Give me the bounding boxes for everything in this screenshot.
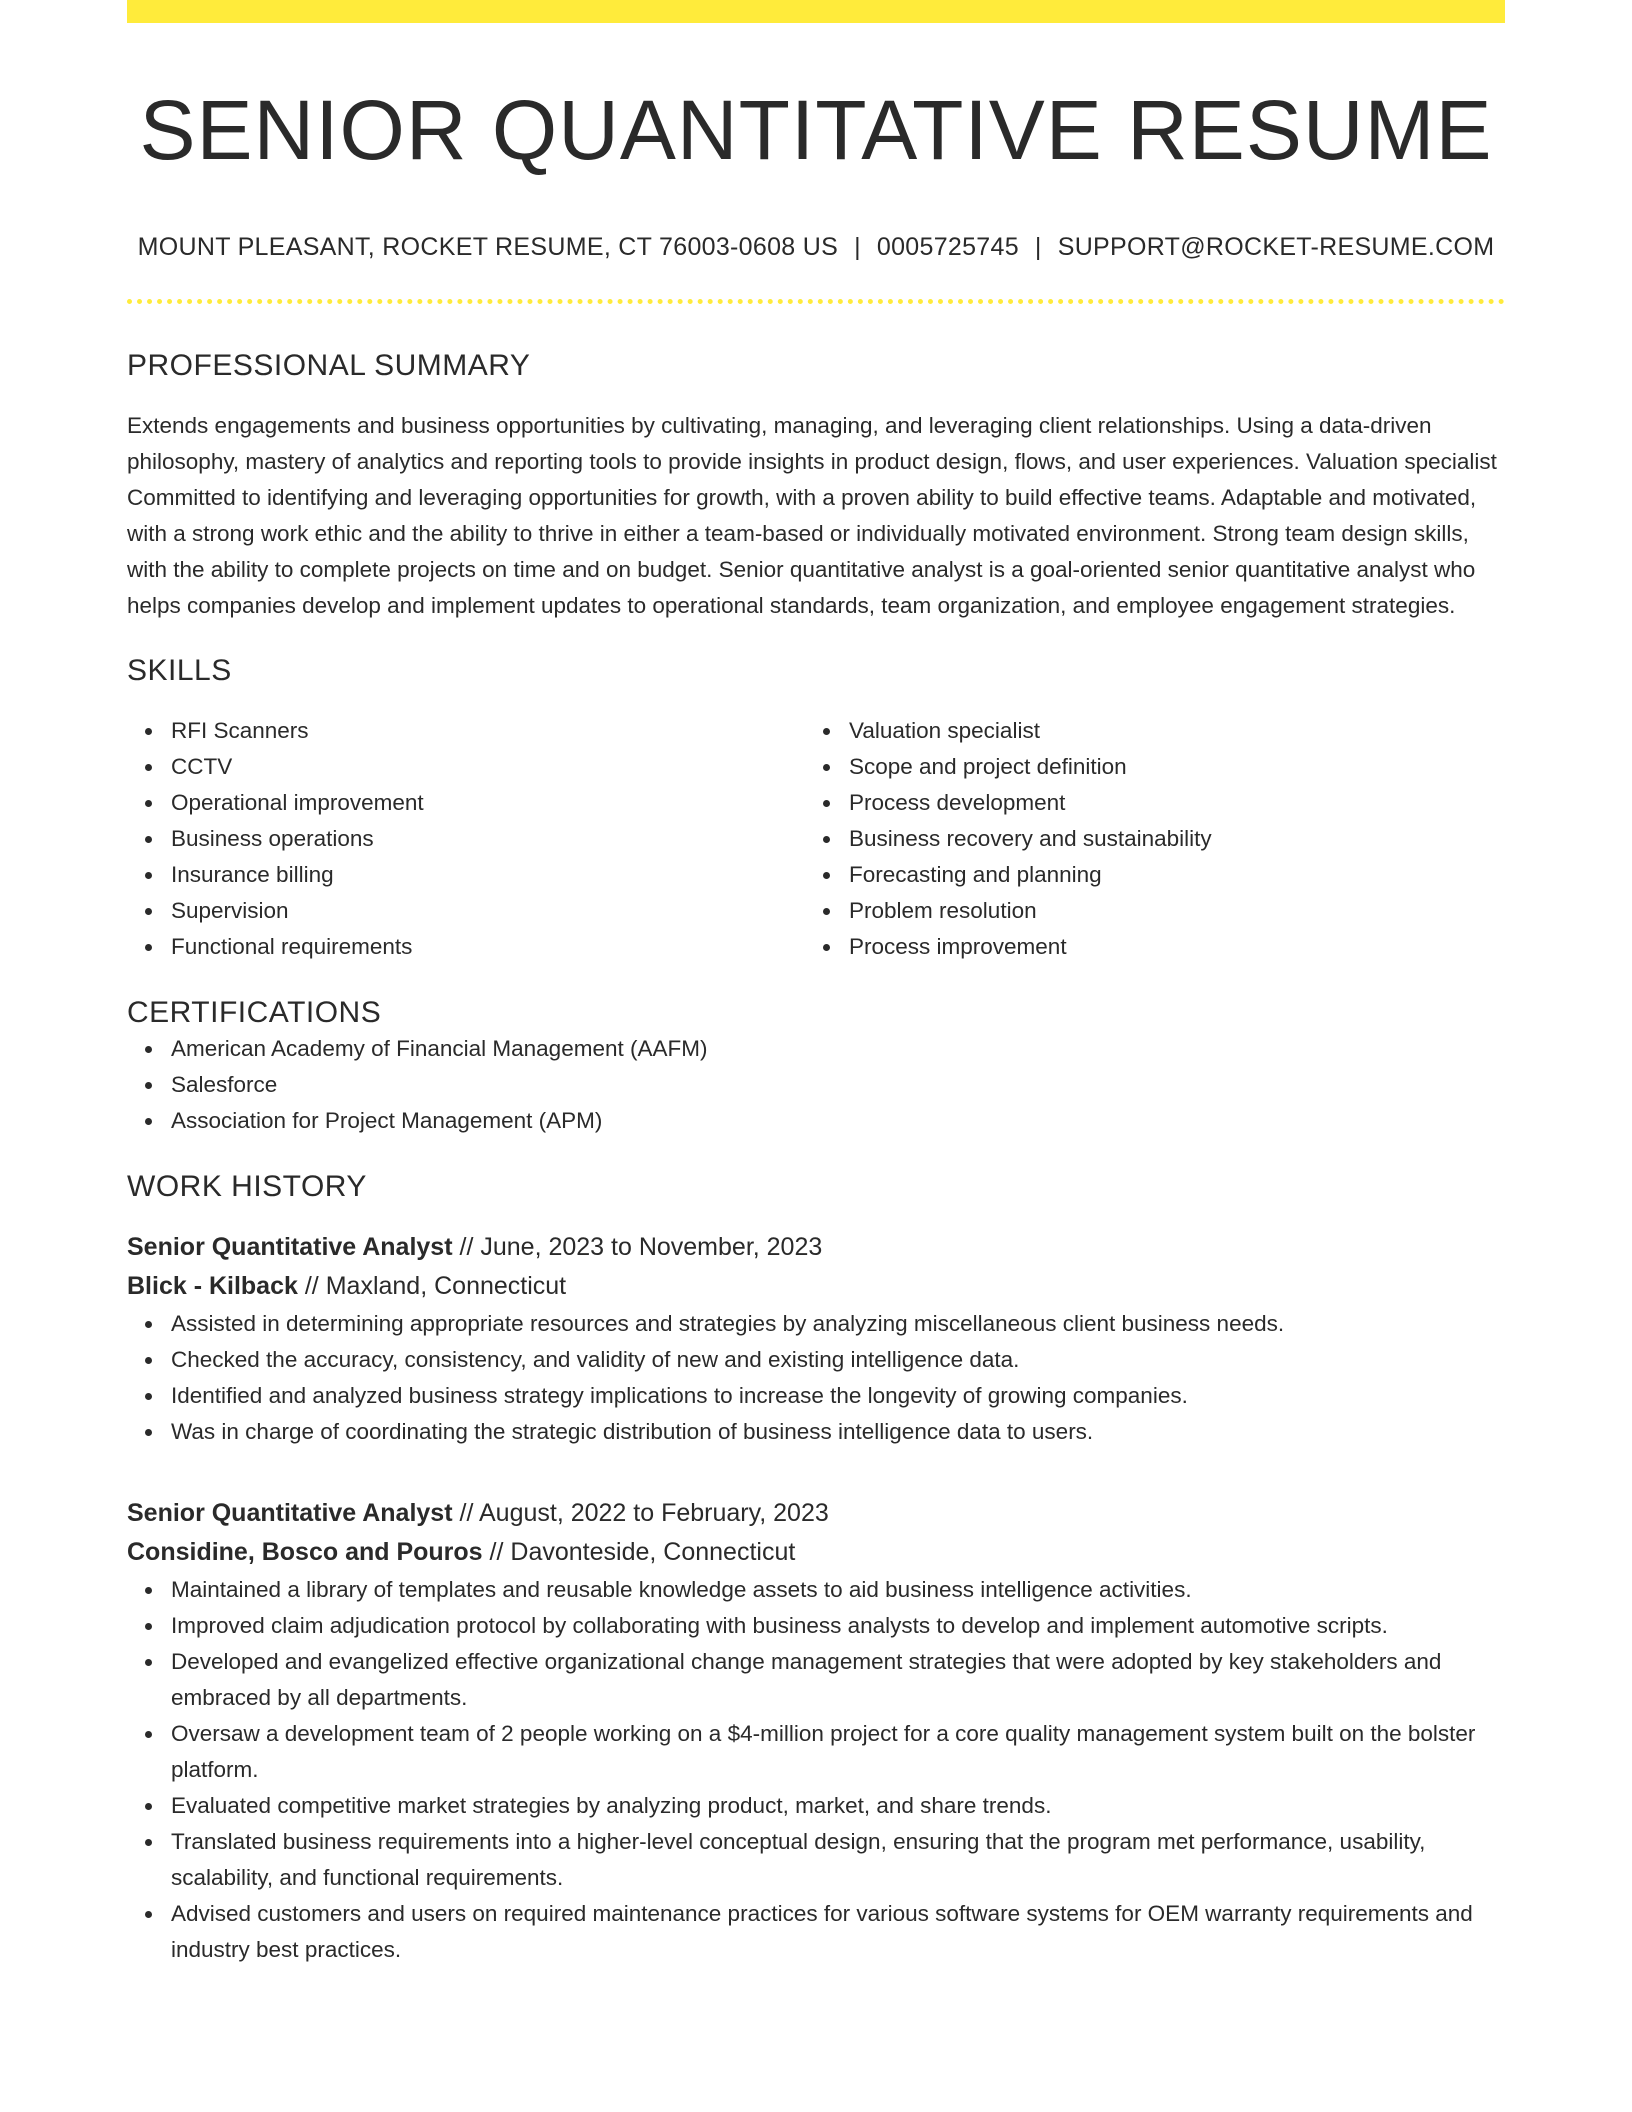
job-divider: // <box>304 1271 319 1300</box>
job-bullet: Checked the accuracy, consistency, and validity of new and existing intelligence data. <box>171 1342 1505 1378</box>
contact-separator: | <box>854 232 861 261</box>
job-entry <box>127 1494 1505 1968</box>
accent-top-bar <box>127 0 1505 23</box>
job-dates: June, 2023 to November, 2023 <box>480 1232 823 1261</box>
job-location: Davonteside, Connecticut <box>510 1537 796 1566</box>
certification-item: American Academy of Financial Management (AAFM) <box>171 1031 1505 1067</box>
job-bullet: Advised customers and users on required maintenance practices for various software systems for OEM warranty requirements and industry best practices. <box>171 1896 1505 1968</box>
skill-item: Operational improvement <box>171 785 805 821</box>
contact-email: SUPPORT@ROCKET-RESUME.COM <box>1057 232 1495 261</box>
skills-column-right <box>805 713 1483 965</box>
job-entry <box>127 1228 1505 1450</box>
skill-item: Supervision <box>171 893 805 929</box>
skill-item: Forecasting and planning <box>849 857 1483 893</box>
job-title: Senior Quantitative Analyst <box>127 1498 453 1527</box>
certification-item: Association for Project Management (APM) <box>171 1103 1505 1139</box>
certifications-list <box>127 1031 1505 1139</box>
job-title-line <box>127 1494 1505 1533</box>
job-title: Senior Quantitative Analyst <box>127 1232 453 1261</box>
skill-item: Process improvement <box>849 929 1483 965</box>
certifications-heading: CERTIFICATIONS <box>127 995 382 1029</box>
work-history-heading: WORK HISTORY <box>127 1169 367 1203</box>
resume-title: SENIOR QUANTITATIVE RESUME <box>139 83 1493 177</box>
skill-item: Functional requirements <box>171 929 805 965</box>
job-divider: // <box>459 1498 474 1527</box>
summary-text: Extends engagements and business opportunities by cultivating, managing, and leveraging client relationships. Using a data-driven philosophy, mastery of analytics and reporting tools to provide insights in product design, flows, and user experiences. Valuation specialist Committed to identifying and leveraging opportunities for growth, with a proven ability to build effective teams. Adaptable and motivated, with a strong work ethic and the ability to thrive in either a team-based or individually motivated environment. Strong team design skills, with the ability to complete projects on time and on budget. Senior quantitative analyst is a goal-oriented senior quantitative analyst who helps companies develop and implement updates to operational standards, team organization, and employee engagement strategies. <box>127 412 1497 618</box>
job-company-line <box>127 1533 1505 1572</box>
skill-item: Insurance billing <box>171 857 805 893</box>
job-bullet: Translated business requirements into a higher-level conceptual design, ensuring that the program met performance, usability, scalability, and functional requirements. <box>171 1824 1505 1896</box>
skill-item: Problem resolution <box>849 893 1483 929</box>
skill-item: Business operations <box>171 821 805 857</box>
job-bullet: Identified and analyzed business strategy implications to increase the longevity of growing companies. <box>171 1378 1505 1414</box>
job-company-line <box>127 1267 1505 1306</box>
skill-item: Valuation specialist <box>849 713 1483 749</box>
job-dates: August, 2022 to February, 2023 <box>478 1498 829 1527</box>
skill-item: Scope and project definition <box>849 749 1483 785</box>
job-bullet: Maintained a library of templates and reusable knowledge assets to aid business intelligence activities. <box>171 1572 1505 1608</box>
skills-list-left <box>171 713 805 965</box>
skills-list-right <box>849 713 1483 965</box>
summary-heading: PROFESSIONAL SUMMARY <box>127 348 531 382</box>
job-bullet: Oversaw a development team of 2 people working on a $4-million project for a core quality management system built on the bolster platform. <box>171 1716 1505 1788</box>
job-bullet-list <box>127 1572 1505 1968</box>
skills-heading: SKILLS <box>127 653 232 687</box>
job-location: Maxland, Connecticut <box>325 1271 567 1300</box>
certification-item: Salesforce <box>171 1067 1505 1103</box>
work-history-list <box>127 1228 1505 1968</box>
skill-item: Process development <box>849 785 1483 821</box>
job-bullet: Was in charge of coordinating the strategic distribution of business intelligence data to users. <box>171 1414 1505 1450</box>
contact-line <box>127 233 1505 262</box>
job-divider: // <box>459 1232 474 1261</box>
job-bullet: Developed and evangelized effective organizational change management strategies that were adopted by key stakeholders and embraced by all departments. <box>171 1644 1505 1716</box>
contact-separator: | <box>1034 232 1042 261</box>
job-bullet: Assisted in determining appropriate resources and strategies by analyzing miscellaneous client business needs. <box>171 1306 1505 1342</box>
skill-item: Business recovery and sustainability <box>849 821 1483 857</box>
resume-page <box>127 0 1505 1968</box>
job-bullet: Improved claim adjudication protocol by collaborating with business analysts to develop and implement automotive scripts. <box>171 1608 1505 1644</box>
job-divider: // <box>489 1537 504 1566</box>
contact-address: MOUNT PLEASANT, ROCKET RESUME, CT 76003-0608 US <box>137 232 839 261</box>
job-title-line <box>127 1228 1505 1267</box>
skills-grid <box>127 713 1505 965</box>
job-company: Considine, Bosco and Pouros <box>127 1537 483 1566</box>
dotted-divider <box>127 299 1505 304</box>
job-company: Blick - Kilback <box>127 1271 298 1300</box>
skills-column-left <box>127 713 805 965</box>
contact-phone: 0005725745 <box>876 232 1019 261</box>
job-bullet-list <box>127 1306 1505 1450</box>
skill-item: RFI Scanners <box>171 713 805 749</box>
job-bullet: Evaluated competitive market strategies by analyzing product, market, and share trends. <box>171 1788 1505 1824</box>
skill-item: CCTV <box>171 749 805 785</box>
